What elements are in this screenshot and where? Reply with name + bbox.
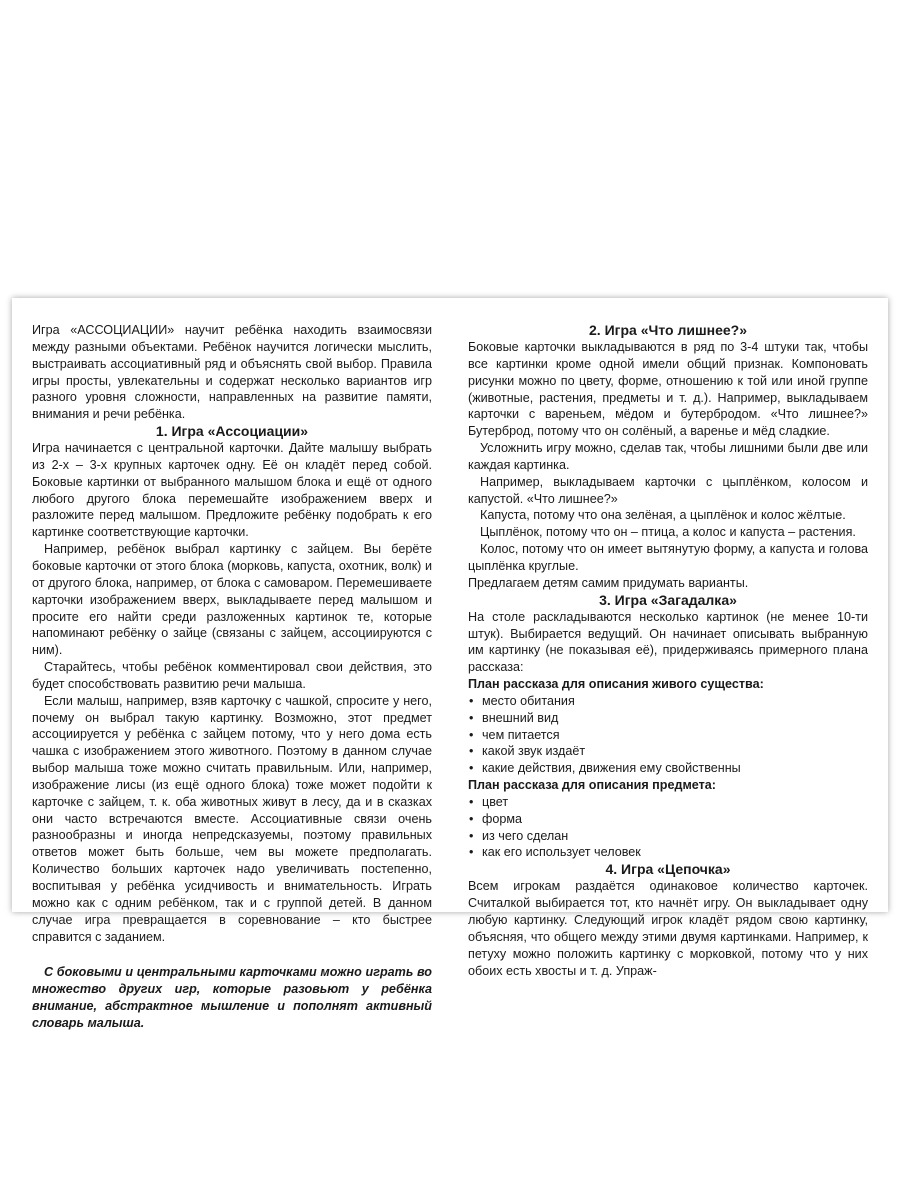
plan-living-list: [468, 693, 868, 777]
list-item: [468, 828, 868, 845]
list-item: [468, 811, 868, 828]
game1-title: 1. Игра «Ассоциации»: [155, 423, 309, 440]
game2-paragraph-7: Предлагаем детям самим придумать варианты.: [468, 575, 749, 590]
list-item-text: цвет: [482, 794, 509, 809]
game2-title: 2. Игра «Что лишнее?»: [589, 322, 747, 338]
plan-object-title: План рассказа для описания предмета:: [468, 778, 716, 793]
game2-paragraph-2: Усложнить игру можно, сделав так, чтобы лишними были две или каждая картинка.: [468, 441, 868, 472]
bullet-icon: •: [469, 744, 474, 759]
game2-paragraph-4: Капуста, потому что она зелёная, а цыплёнок и колос жёлтые.: [480, 508, 846, 523]
game1-paragraph-3: Старайтесь, чтобы ребёнок комментировал свои действия, это будет способствовать развитию речи малыша.: [32, 660, 432, 691]
list-item-text: какой звук издаёт: [482, 744, 586, 759]
game2-paragraph-1: Боковые карточки выкладываются в ряд по 3-4 штуки так, чтобы все картинки кроме одной имели общий признак. Компоновать рисунки можно по цвету, форме, отношению к той или иной группе (животные, растения, предметы и т. д.). Например, выкладываем карточки с вареньем, мёдом и бутербродом. «Что лишнее?» Бутерброд, потому что он солёный, а варенье и мёд сладкие.: [468, 340, 868, 439]
list-item: [468, 710, 868, 727]
game1-paragraph-2: Например, ребёнок выбрал картинку с зайцем. Вы берёте боковые карточки от этого блока (морковь, капуста, охотник, волк) и от другого блока, например, от блока с самоваром. Перемешиваете карточки изображением вверх, выкладываете перед малышом и просите его найти среди разложенных картинок те, которые напоминают ребёнку о зайце (связаны с зайцем, ассоциируются с ним).: [32, 542, 432, 658]
list-item: [468, 693, 868, 710]
list-item-text: из чего сделан: [482, 828, 569, 843]
list-item-text: место обитания: [482, 693, 575, 708]
list-item-text: чем питается: [482, 727, 560, 742]
game3-paragraph-1: На столе раскладываются несколько картинок (не менее 10-ти штук). Выбирается ведущий. Он начинает описывать выбранную им картинку (не показывая её), придерживаясь примерного плана рассказа:: [468, 609, 868, 675]
game2-paragraph-6: Колос, потому что он имеет вытянутую форму, а капуста и голова цыплёнка круглые.: [468, 542, 868, 573]
left-column: [32, 322, 432, 1032]
bullet-icon: •: [469, 794, 474, 809]
list-item-text: какие действия, движения ему свойственны: [482, 761, 741, 776]
list-item-text: как его использует человек: [482, 845, 641, 860]
list-item-text: форма: [482, 811, 523, 826]
list-item: [468, 760, 868, 777]
right-column: [468, 322, 868, 979]
game2-paragraph-3: Например, выкладываем карточки с цыплёнком, колосом и капустой. «Что лишнее?»: [468, 474, 868, 506]
bullet-icon: •: [469, 828, 474, 843]
bullet-icon: •: [469, 845, 474, 860]
game1-paragraph-1: Игра начинается с центральной карточки. Дайте малышу выбрать из 2-х – 3-х крупных карточек одну. Её он кладёт перед собой. Боковые картинки от выбранного малышом блока и ещё от одного любого другого блока перемешайте изображением вверх и разложите перед малышом. Предложите ребёнку подобрать к его картинке соответствующие карточки.: [32, 441, 432, 540]
conclusion-paragraph: С боковыми и центральными карточками можно играть во множество других игр, которые разовьют у ребёнка внимание, абстрактное мышление и пополнят активный словарь малыша.: [32, 965, 432, 1030]
booklet-page: [12, 298, 888, 1030]
bullet-icon: •: [469, 727, 474, 742]
bullet-icon: •: [469, 811, 474, 826]
game2-paragraph-5: Цыплёнок, потому что он – птица, а колос и капуста – растения.: [480, 525, 856, 540]
bullet-icon: •: [469, 761, 474, 776]
game3-title: 3. Игра «Загадалка»: [599, 591, 737, 608]
list-item-text: внешний вид: [482, 710, 559, 725]
plan-object-list: [468, 794, 868, 861]
game4-title: 4. Игра «Цепочка»: [605, 861, 731, 878]
game1-paragraph-4: Если малыш, например, взяв карточку с чашкой, спросите у него, почему он выбрал такую картинку. Возможно, этот предмет ассоциируется у ребёнка с зайцем потому, что у него дома есть чашка с изображением этого животного. Поэтому в данном случае выбор малыша тоже можно считать правильным. Или, например, изображение лисы (из ещё одного блока) тоже может подойти к карточке с зайцем, т. к. оба животных живут в лесу, да и в сказках они часто встречаются вместе. Ассоциативные связи очень разнообразны и иногда непредсказуемы, поэтому правильных ответов может быть больше, чем вы можете предполагать. Количество больших карточек надо увеличивать постепенно, воспитывая у ребёнка усидчивость и внимательность. Играть можно как с одним ребёнком, так и с группой детей. В данном случае игра превращается в соревнование – кто быстрее справится с заданием.: [32, 693, 432, 944]
list-item: [468, 794, 868, 811]
list-item: [468, 727, 868, 744]
list-item: [468, 743, 868, 760]
plan-living-title: План рассказа для описания живого существа:: [468, 677, 764, 692]
bullet-icon: •: [469, 710, 474, 725]
intro-paragraph: Игра «АССОЦИАЦИИ» научит ребёнка находить взаимосвязи между разными объектами. Ребёнок научится логически мыслить, выстраивать ассоциативный ряд и объяснять свой выбор. Правила игры просты, увлекательны и содержат несколько вариантов игр разного уровня сложности, направленных на развитие памяти, внимания и речи ребёнка.: [32, 323, 432, 422]
bullet-icon: •: [469, 693, 474, 708]
list-item: [468, 844, 868, 861]
game4-paragraph-1: Всем игрокам раздаётся одинаковое количество карточек. Считалкой выбирается тот, кто начнёт игру. Он выкладывает одну любую картинку. Следующий игрок кладёт рядом свою картинку, объясняя, что общего между этими двумя картинками. Например, к петуху можно положить картинку с морковкой, потому что у них обоих есть хвосты и т. д. Упраж-: [468, 879, 868, 978]
